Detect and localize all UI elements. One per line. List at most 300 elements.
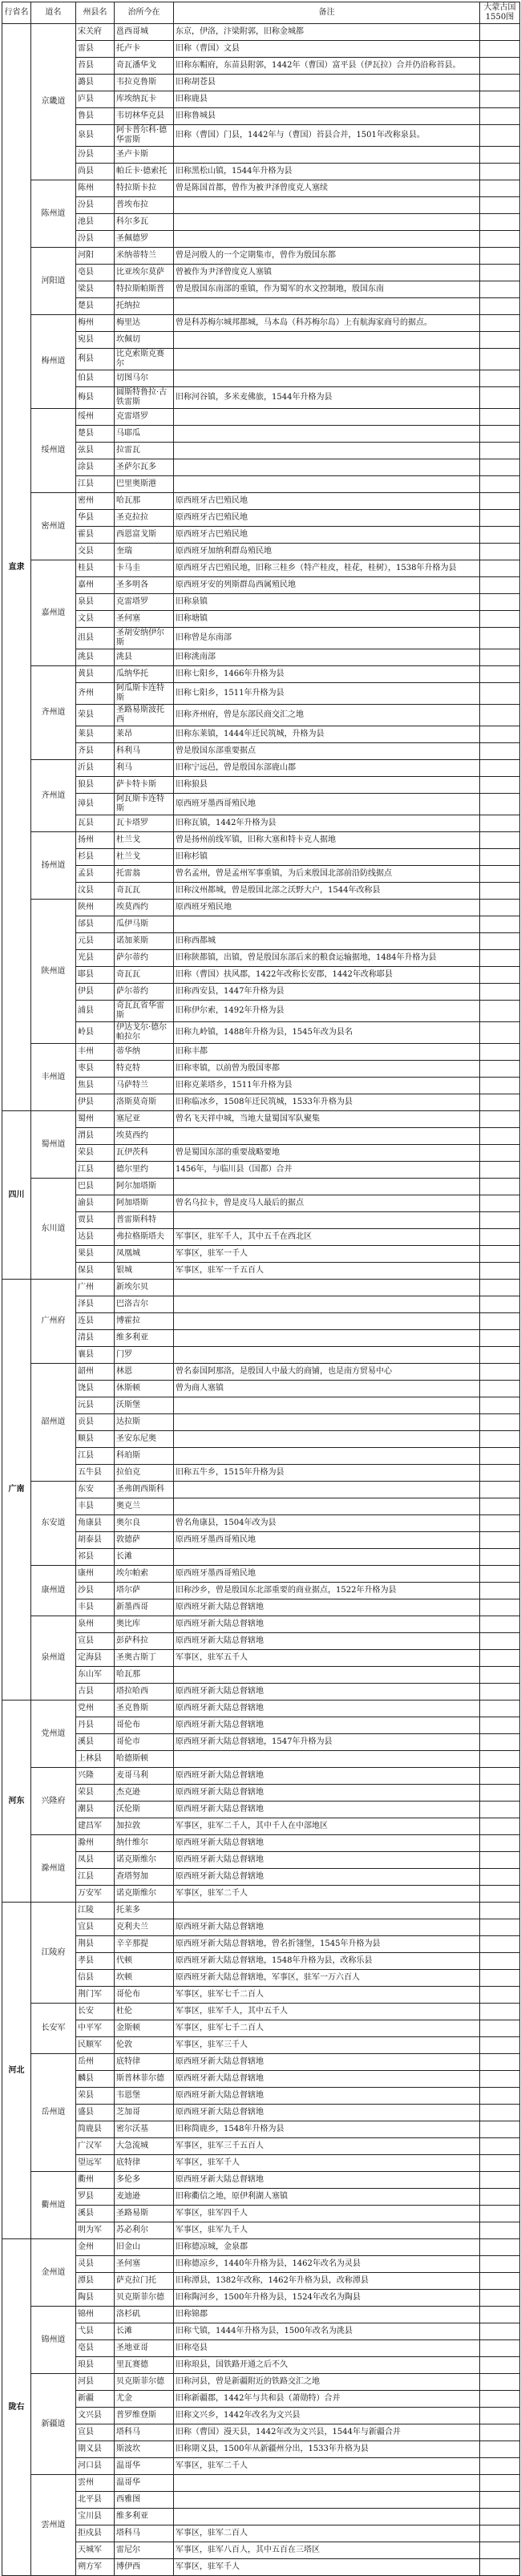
county-cell: 文县 <box>76 611 115 628</box>
location-cell: 帕丘卡·德索托 <box>115 164 174 180</box>
remarks-cell: 旧称塘镇 <box>174 611 480 628</box>
location-cell: 克利夫兰 <box>115 1919 174 1936</box>
table-row <box>2 2525 520 2542</box>
map-cell <box>480 1347 520 1364</box>
location-cell: 圣何塞 <box>115 2256 174 2273</box>
circuit-cell: 嘉州道 <box>31 560 76 666</box>
map-cell <box>480 125 520 147</box>
remarks-cell: 原西班牙新大陆总督辖地，军事区，驻军一万六百人 <box>174 1970 480 1987</box>
location-cell: 圣何塞 <box>115 611 174 628</box>
county-cell: 丰县 <box>76 1498 115 1515</box>
circuit-cell: 雲州道 <box>31 2475 76 2576</box>
province-cell: 广南 <box>2 1280 31 1700</box>
table-row <box>2 1700 520 1717</box>
remarks-cell <box>174 476 480 493</box>
map-cell <box>480 1229 520 1246</box>
location-cell: 莱昂 <box>115 726 174 743</box>
county-cell: 苔县 <box>76 58 115 75</box>
table-row <box>2 1734 520 1751</box>
map-cell <box>480 2525 520 2542</box>
map-cell <box>480 1768 520 1785</box>
remarks-cell: 旧称简鹿乡，1548年升格为县 <box>174 2121 480 2138</box>
location-cell: 新墨西哥 <box>115 1599 174 1616</box>
map-cell <box>480 2441 520 2458</box>
county-cell: 渭县 <box>76 1128 115 1145</box>
table-row <box>2 1022 520 1044</box>
circuit-cell: 韶州道 <box>31 1364 76 1482</box>
table-row <box>2 108 520 125</box>
table-row <box>2 493 520 510</box>
map-cell <box>480 2054 520 2071</box>
county-cell: 沂县 <box>76 760 115 777</box>
table-row <box>2 426 520 443</box>
table-row <box>2 2357 520 2374</box>
location-cell: 埃莫西约 <box>115 900 174 916</box>
county-cell: 浦县 <box>76 1001 115 1022</box>
map-cell <box>480 883 520 900</box>
circuit-cell: 蜀州道 <box>31 1111 76 1179</box>
county-cell: 陕州 <box>76 900 115 916</box>
map-cell <box>480 1465 520 1482</box>
remarks-cell: 旧称汶州都城，曾是殷国北部之沃野大户，1544年改称县 <box>174 883 480 900</box>
table-row <box>2 443 520 459</box>
location-cell: 凤凰城 <box>115 1246 174 1263</box>
map-cell <box>480 1414 520 1431</box>
table-header-row <box>2 2 520 24</box>
remarks-cell: 原西班牙墨西哥殖民地 <box>174 1532 480 1549</box>
remarks-cell: 原西班牙新大陆总督辖地 <box>174 2071 480 2088</box>
county-cell: 漳县 <box>76 794 115 815</box>
county-cell: 顺县 <box>76 1431 115 1448</box>
county-cell: 溪县 <box>76 1734 115 1751</box>
map-cell <box>480 1381 520 1397</box>
location-cell: 尤金 <box>115 2391 174 2408</box>
county-cell: 琅县 <box>76 2357 115 2374</box>
remarks-cell: 东京，伊洛，汴梁附郭，旧称金城都 <box>174 24 480 41</box>
map-cell <box>480 1078 520 1094</box>
table-row <box>2 231 520 248</box>
remarks-cell: 原西班牙古巴殖民地 <box>174 493 480 510</box>
county-cell: 灵县 <box>76 2256 115 2273</box>
remarks-cell <box>174 1397 480 1414</box>
remarks-cell: 旧称德凉城，金泉郡 <box>174 2239 480 2256</box>
circuit-cell: 锦州道 <box>31 2307 76 2374</box>
map-cell <box>480 2172 520 2189</box>
header-remarks: 备注 <box>174 2 480 24</box>
remarks-cell: 原西班牙墨西哥殖民地 <box>174 1566 480 1583</box>
location-cell: 博霍拉 <box>115 1313 174 1330</box>
county-cell: 泽县 <box>76 1296 115 1313</box>
county-cell: 达县 <box>76 1229 115 1246</box>
county-cell: 饶县 <box>76 1381 115 1397</box>
location-cell: 圣萨尔瓦多 <box>115 459 174 476</box>
county-cell: 汾县 <box>76 197 115 214</box>
county-cell: 梅州 <box>76 315 115 332</box>
map-cell <box>480 2307 520 2323</box>
county-cell: 拒戍县 <box>76 2525 115 2542</box>
table-row <box>2 2340 520 2357</box>
table-row <box>2 1583 520 1599</box>
remarks-cell <box>174 1549 480 1566</box>
remarks-cell: 旧称鲁城县 <box>174 108 480 125</box>
county-cell: 汾县 <box>76 147 115 164</box>
table-row <box>2 1684 520 1700</box>
county-cell: 伊县 <box>76 984 115 1001</box>
remarks-cell: 旧称杉镇 <box>174 849 480 866</box>
remarks-cell: 旧称河谷镇，多米麦佛旅，1544年升格为县 <box>174 387 480 409</box>
remarks-cell: 曾名孟州，曾是孟州军事重镇，为后来殷国北部前沿防线据点 <box>174 866 480 883</box>
table-row <box>2 2256 520 2273</box>
location-cell: 麦迪逊 <box>115 2189 174 2206</box>
circuit-cell: 陈州道 <box>31 180 76 248</box>
county-cell: 嘉州 <box>76 577 115 594</box>
location-cell: 底特律 <box>115 2054 174 2071</box>
map-cell <box>480 560 520 577</box>
county-cell: 洮县 <box>76 649 115 666</box>
location-cell: 特拉斯卡拉 <box>115 180 174 197</box>
table-row <box>2 1970 520 1987</box>
map-cell <box>480 743 520 760</box>
remarks-cell: 旧称东帽府，东苗县附郭，1442年（曹国）富平县（伊瓦拉）合并仍沿称苔县。 <box>174 58 480 75</box>
circuit-cell: 岳州道 <box>31 2054 76 2172</box>
county-cell: 新疆 <box>76 2391 115 2408</box>
county-cell: 巴县 <box>76 1179 115 1195</box>
county-cell: 锦州 <box>76 2307 115 2323</box>
remarks-cell: 旧称七阳乡，1511年升格为县 <box>174 683 480 705</box>
map-cell <box>480 426 520 443</box>
remarks-cell: 原西班牙新大陆总督辖地 <box>174 1616 480 1633</box>
location-cell: 奥尔良 <box>115 1515 174 1532</box>
county-cell: 古县 <box>76 1684 115 1700</box>
county-cell: 凤县 <box>76 1852 115 1869</box>
table-row <box>2 1818 520 1835</box>
table-row <box>2 2071 520 2088</box>
table-row <box>2 1482 520 1498</box>
county-cell: 孝县 <box>76 1953 115 1970</box>
map-cell <box>480 1852 520 1869</box>
map-cell <box>480 108 520 125</box>
circuit-cell: 京畿道 <box>31 24 76 180</box>
table-row <box>2 1852 520 1869</box>
table-row <box>2 1802 520 1818</box>
remarks-cell <box>174 409 480 426</box>
location-cell: 代顿 <box>115 1953 174 1970</box>
county-cell: 江县 <box>76 1869 115 1886</box>
circuit-cell: 陕州道 <box>31 900 76 1044</box>
county-cell: 河阳 <box>76 248 115 265</box>
location-cell: 银城 <box>115 1263 174 1280</box>
county-cell: 江陵 <box>76 1903 115 1919</box>
map-cell <box>480 231 520 248</box>
map-cell <box>480 476 520 493</box>
map-cell <box>480 1498 520 1515</box>
location-cell: 普埃布拉 <box>115 197 174 214</box>
remarks-cell: 军事区，驻军九千人 <box>174 2222 480 2239</box>
location-cell: 圣胡安纳伊尔斯 <box>115 628 174 649</box>
county-cell: 楚县 <box>76 298 115 315</box>
county-cell: 河县 <box>76 2374 115 2391</box>
table-row <box>2 1347 520 1364</box>
location-cell: 塔拉哈西 <box>115 1684 174 1700</box>
map-cell <box>480 1583 520 1599</box>
remarks-cell: 曾名乌拉卡，曾是皮马人最后的据点 <box>174 1195 480 1212</box>
remarks-cell: 原西班牙新大陆总督辖地 <box>174 2088 480 2105</box>
remarks-cell: 旧称德凉乡，1440年升格为县，1462年改名为灵县 <box>174 2256 480 2273</box>
remarks-cell: 原西班牙古巴殖民地 <box>174 527 480 544</box>
location-cell: 圣克拉拉 <box>115 510 174 527</box>
location-cell: 瓦伊茨科 <box>115 1145 174 1162</box>
admin-divisions-sheet <box>2 2 519 2576</box>
map-cell <box>480 1751 520 1768</box>
remarks-cell: 原西班牙古巴殖民地，旧称三桂乡（特产桂皮，桂花，桂树），1538年升格为县 <box>174 560 480 577</box>
table-row <box>2 1111 520 1128</box>
table-row <box>2 1246 520 1263</box>
map-cell <box>480 2037 520 2054</box>
location-cell: 埃莫西约 <box>115 1128 174 1145</box>
county-cell: 祁县 <box>76 1549 115 1566</box>
map-cell <box>480 1549 520 1566</box>
map-cell <box>480 2105 520 2121</box>
map-cell <box>480 2256 520 2273</box>
location-cell: 马萨特兰 <box>115 1078 174 1094</box>
county-cell: 梁县 <box>76 281 115 298</box>
location-cell: 贝克斯菲尔德 <box>115 2290 174 2307</box>
county-cell: 保县 <box>76 1263 115 1280</box>
county-cell: 陈州 <box>76 180 115 197</box>
location-cell: 新埃尔贝 <box>115 1280 174 1296</box>
remarks-cell <box>174 298 480 315</box>
table-row <box>2 1768 520 1785</box>
table-row <box>2 1128 520 1145</box>
circuit-cell: 齐州道 <box>31 760 76 832</box>
remarks-cell <box>174 1347 480 1364</box>
location-cell: 埃尔帕索 <box>115 1566 174 1583</box>
map-cell <box>480 2273 520 2290</box>
location-cell: 阿瓦斯卡连特斯 <box>115 794 174 815</box>
county-cell: 麟县 <box>76 2071 115 2088</box>
county-cell: 五牛县 <box>76 1465 115 1482</box>
location-cell: 奥比库 <box>115 1616 174 1633</box>
location-cell: 普罗维登斯 <box>115 2408 174 2424</box>
table-row <box>2 2172 520 2189</box>
map-cell <box>480 2020 520 2037</box>
county-cell: 荆县 <box>76 1936 115 1953</box>
map-cell <box>480 967 520 984</box>
map-cell <box>480 1633 520 1650</box>
location-cell: 圣地亚哥 <box>115 2340 174 2357</box>
location-cell: 麦哥马利 <box>115 1768 174 1785</box>
map-cell <box>480 2138 520 2155</box>
table-row <box>2 1987 520 2004</box>
table-row <box>2 2542 520 2559</box>
table-row <box>2 2374 520 2391</box>
location-cell: 雷尼尔 <box>115 2542 174 2559</box>
location-cell: 比亚埃尔莫萨 <box>115 265 174 281</box>
table-row <box>2 1667 520 1684</box>
remarks-cell <box>174 1903 480 1919</box>
remarks-cell <box>174 332 480 349</box>
county-cell: 鲁县 <box>76 108 115 125</box>
table-row <box>2 649 520 666</box>
map-cell <box>480 950 520 967</box>
circuit-cell: 东安道 <box>31 1482 76 1566</box>
remarks-cell: 旧称克莱塔乡，1511年升格为县 <box>174 1078 480 1094</box>
county-cell: 交县 <box>76 544 115 560</box>
remarks-cell: 原西班牙新大陆总督辖地 <box>174 1599 480 1616</box>
circuit-cell: 梅州道 <box>31 315 76 409</box>
table-row <box>2 1094 520 1111</box>
circuit-cell: 新疆道 <box>31 2374 76 2475</box>
location-cell: 哥伦布 <box>115 1987 174 2004</box>
county-cell: 邰县 <box>76 916 115 933</box>
location-cell: 瓜纳华托 <box>115 666 174 683</box>
table-row <box>2 1549 520 1566</box>
remarks-cell: 原西班牙古巴殖民地 <box>174 510 480 527</box>
county-cell: 建昌军 <box>76 1818 115 1835</box>
county-cell: 望远军 <box>76 2155 115 2172</box>
location-cell: 圣佩德罗 <box>115 231 174 248</box>
location-cell: 纳什维尔 <box>115 1835 174 1852</box>
county-cell: 连县 <box>76 1313 115 1330</box>
location-cell: 奇瓦瓦省华雷斯 <box>115 1001 174 1022</box>
remarks-cell: 旧称（曹国）文县 <box>174 41 480 58</box>
remarks-cell <box>174 1431 480 1448</box>
remarks-cell: 旧称狼县 <box>174 777 480 794</box>
table-row <box>2 2004 520 2020</box>
remarks-cell: 旧称沙乡，曾是殷国东北部重要的商业据点，1522年升格为县 <box>174 1583 480 1599</box>
county-cell: 江县 <box>76 476 115 493</box>
map-cell <box>480 315 520 332</box>
header-county: 州县名 <box>76 2 115 24</box>
map-cell <box>480 1179 520 1195</box>
county-cell: 宜县 <box>76 1919 115 1936</box>
county-cell: 襄县 <box>76 1347 115 1364</box>
remarks-cell: 军事区，驻军三千人 <box>174 2037 480 2054</box>
county-cell: 雷县 <box>76 41 115 58</box>
map-cell <box>480 1903 520 1919</box>
table-row <box>2 560 520 577</box>
table-row <box>2 2492 520 2509</box>
table-row <box>2 967 520 984</box>
county-cell: 江县 <box>76 1162 115 1179</box>
county-cell: 简鹿县 <box>76 2121 115 2138</box>
remarks-cell <box>174 1330 480 1347</box>
map-cell <box>480 2357 520 2374</box>
location-cell: 查塔努加 <box>115 1869 174 1886</box>
location-cell: 哈瓦那 <box>115 1667 174 1684</box>
location-cell: 维多利亚 <box>115 2509 174 2525</box>
remarks-cell: 旧称琅县，国铁路开通之后不久 <box>174 2357 480 2374</box>
remarks-cell: 曾为商人塞镇 <box>174 1381 480 1397</box>
county-cell: 定海县 <box>76 1650 115 1667</box>
map-cell <box>480 777 520 794</box>
remarks-cell: 旧称宁远邑，曾是殷国东部鹿山郡 <box>174 760 480 777</box>
table-row <box>2 315 520 332</box>
map-cell <box>480 705 520 726</box>
remarks-cell: 曾是扬州前线军镇，旧称大塞和特卡克人据地 <box>174 832 480 849</box>
map-cell <box>480 1482 520 1498</box>
county-cell: 明为军 <box>76 2222 115 2239</box>
county-cell: 宣县 <box>76 2424 115 2441</box>
county-cell: 天城军 <box>76 2542 115 2559</box>
table-row <box>2 1751 520 1768</box>
table-row <box>2 1263 520 1280</box>
county-cell: 蜀州 <box>76 1111 115 1128</box>
location-cell: 圣卢卡斯 <box>115 147 174 164</box>
table-row <box>2 1633 520 1650</box>
location-cell: 塞尼亚 <box>115 1111 174 1128</box>
map-cell <box>480 197 520 214</box>
county-cell: 江县 <box>76 1448 115 1465</box>
county-cell: 丰县 <box>76 1599 115 1616</box>
table-row <box>2 2037 520 2054</box>
location-cell: 圣克鲁斯 <box>115 1700 174 1717</box>
map-cell <box>480 1246 520 1263</box>
circuit-cell: 广州府 <box>31 1280 76 1364</box>
county-cell: 桂县 <box>76 560 115 577</box>
remarks-cell: 旧称西都城 <box>174 933 480 950</box>
county-cell: 滁州 <box>76 1835 115 1852</box>
location-cell: 休斯顿 <box>115 1381 174 1397</box>
map-cell <box>480 1667 520 1684</box>
location-cell: 萨卡特卡斯 <box>115 777 174 794</box>
remarks-cell: 旧称七阳乡，1466年升格为县 <box>174 666 480 683</box>
table-row <box>2 1061 520 1078</box>
table-row <box>2 2239 520 2256</box>
map-cell <box>480 2374 520 2391</box>
map-cell <box>480 164 520 180</box>
province-cell: 四川 <box>2 1111 31 1280</box>
location-cell: 蒂华纳 <box>115 1044 174 1061</box>
county-cell: 文兴县 <box>76 2408 115 2424</box>
map-cell <box>480 1313 520 1330</box>
county-cell: 潞县 <box>76 75 115 91</box>
circuit-cell: 扬州道 <box>31 832 76 900</box>
remarks-cell: 旧称五牛乡，1515年升格为县 <box>174 1465 480 1482</box>
location-cell: 伊达戈尔·德尔帕拉尔 <box>115 1022 174 1044</box>
remarks-cell: 原西班牙新大陆总督辖地 <box>174 2172 480 2189</box>
map-cell <box>480 370 520 387</box>
table-row <box>2 666 520 683</box>
table-row <box>2 726 520 743</box>
map-cell <box>480 510 520 527</box>
county-cell: 宋关府 <box>76 24 115 41</box>
location-cell: 库埃纳瓦卡 <box>115 91 174 108</box>
location-cell: 西恩富戈斯 <box>115 527 174 544</box>
table-row <box>2 1465 520 1482</box>
county-cell: 期义县 <box>76 2441 115 2458</box>
location-cell: 普雷斯科特 <box>115 1212 174 1229</box>
location-cell: 巴洛吉尔 <box>115 1296 174 1313</box>
location-cell: 托雷翁 <box>115 866 174 883</box>
location-cell: 米纳蒂特兰 <box>115 248 174 265</box>
table-row <box>2 2290 520 2307</box>
table-row <box>2 1229 520 1246</box>
remarks-cell: 旧称临冰乡，1508年迁民筑城，1533年升格为县 <box>174 1094 480 1111</box>
remarks-cell: 旧称陶河乡，1500年升格为县，1524年改名为陶县 <box>174 2290 480 2307</box>
table-row <box>2 2424 520 2441</box>
county-cell: 贾县 <box>76 1212 115 1229</box>
county-cell: 焦县 <box>76 1078 115 1094</box>
location-cell: 洛杉矶 <box>115 2307 174 2323</box>
map-cell <box>480 1818 520 1835</box>
county-cell: 东山军 <box>76 1667 115 1684</box>
remarks-cell: 原西班牙安的列斯群岛西属殖民地 <box>174 577 480 594</box>
county-cell: 亳县 <box>76 265 115 281</box>
map-cell <box>480 2189 520 2206</box>
location-cell: 圣路易斯 <box>115 2206 174 2222</box>
remarks-cell <box>174 147 480 164</box>
